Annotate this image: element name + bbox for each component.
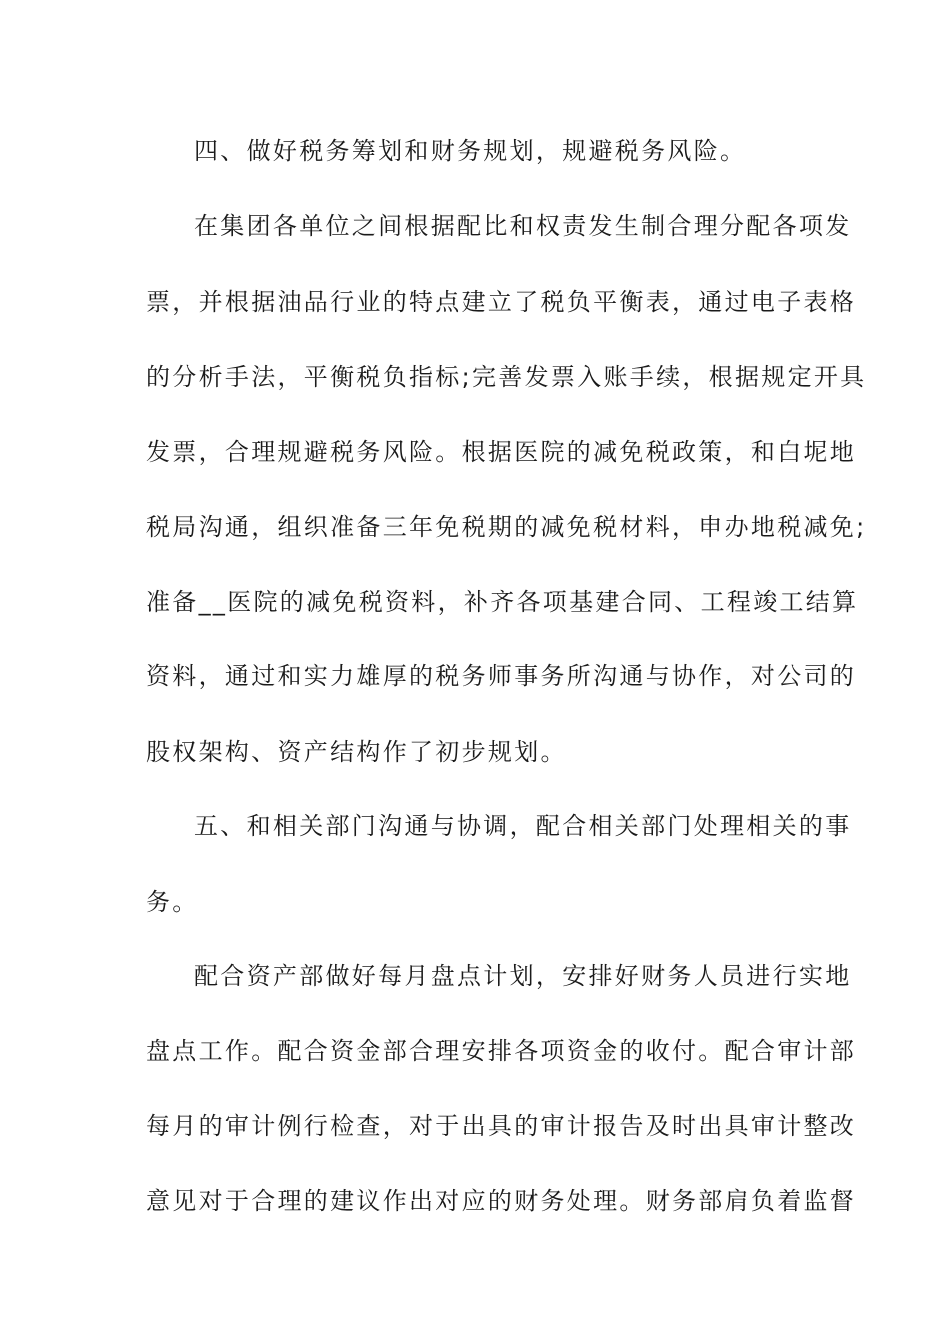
paragraph-line: 配合资产部做好每月盘点计划，安排好财务人员进行实地: [194, 962, 852, 990]
paragraph-line: 税局沟通，组织准备三年免税期的减免税材料，申办地税减免;: [146, 513, 867, 541]
paragraph-line: 盘点工作。配合资金部合理安排各项资金的收付。配合审计部: [146, 1037, 857, 1065]
paragraph-line: 每月的审计例行检查，对于出具的审计报告及时出具审计整改: [146, 1112, 857, 1140]
paragraph-line: 票，并根据油品行业的特点建立了税负平衡表，通过电子表格: [146, 288, 857, 316]
section-heading-5: 五、和相关部门沟通与协调，配合相关部门处理相关的事: [194, 812, 852, 840]
paragraph-line: 的分析手法，平衡税负指标;完善发票入账手续，根据规定开具: [146, 363, 867, 391]
paragraph-line: 资料，通过和实力雄厚的税务师事务所沟通与协作，对公司的: [146, 662, 857, 690]
section-heading-5-continued: 务。: [146, 888, 199, 916]
section-heading-4: 四、做好税务筹划和财务规划，规避税务风险。: [194, 137, 747, 165]
paragraph-line: 意见对于合理的建议作出对应的财务处理。财务部肩负着监督: [146, 1187, 857, 1215]
paragraph-line: 股权架构、资产结构作了初步规划。: [146, 738, 567, 766]
paragraph-line: 准备__医院的减免税资料，补齐各项基建合同、工程竣工结算: [146, 588, 859, 616]
paragraph-line: 在集团各单位之间根据配比和权责发生制合理分配各项发: [194, 212, 852, 240]
paragraph-line: 发票，合理规避税务风险。根据医院的减免税政策，和白坭地: [146, 438, 857, 466]
